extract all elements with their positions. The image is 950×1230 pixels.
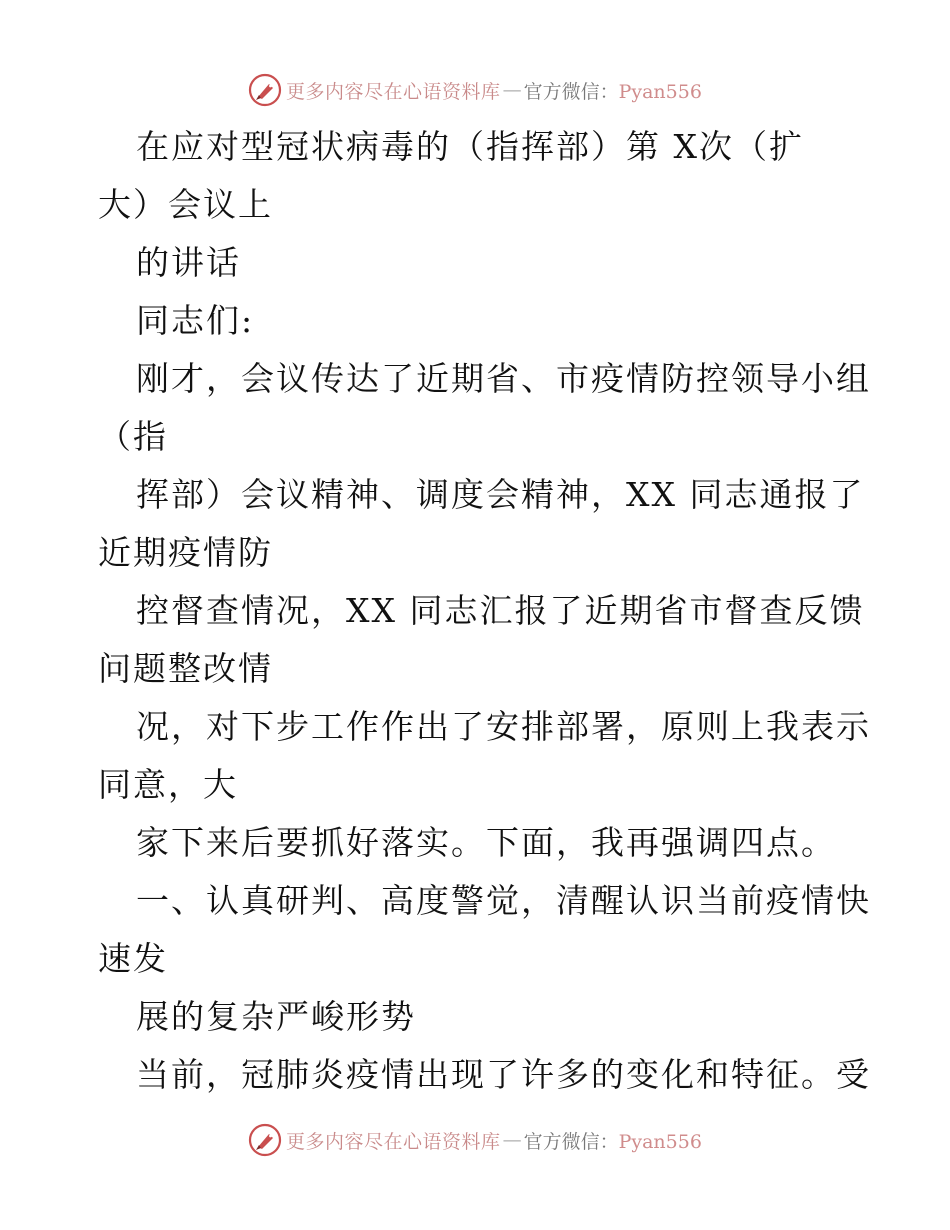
pen-nib-logo-icon — [248, 1123, 282, 1157]
document-line: 问题整改情 — [98, 649, 273, 688]
document-line: 大）会议上 — [98, 185, 273, 224]
document-line: 一、认真研判、高度警觉，清醒认识当前疫情快 — [136, 881, 871, 920]
document-body — [98, 118, 871, 1104]
document-line: 况，对下步工作作出了安排部署，原则上我表示 — [136, 707, 871, 746]
document-line: 在应对型冠状病毒的（指挥部）第 X次（扩 — [136, 127, 804, 166]
header-watermark — [0, 70, 950, 110]
document-line: 展的复杂严峻形势 — [136, 997, 416, 1036]
watermark-separator: — — [502, 79, 522, 101]
document-line: 速发 — [98, 939, 168, 978]
document-line: 挥部）会议精神、调度会精神，XX 同志通报了 — [136, 475, 865, 514]
watermark-wechat — [524, 77, 702, 104]
document-line: 同意，大 — [98, 765, 238, 804]
watermark-wechat-label: 官方微信： — [523, 1130, 619, 1153]
watermark-separator: — — [502, 1129, 522, 1151]
watermark-wechat-id: Pyan556 — [618, 1130, 702, 1153]
watermark-wechat — [524, 1127, 702, 1154]
document-line: 刚才，会议传达了近期省、市疫情防控领导小组 — [136, 359, 871, 398]
document-line: 控督查情况，XX 同志汇报了近期省市督查反馈 — [136, 591, 865, 630]
footer-watermark — [0, 1120, 950, 1160]
watermark-site-text: 更多内容尽在心语资料库 — [286, 1130, 501, 1153]
pen-nib-logo-icon — [248, 73, 282, 107]
watermark-wechat-id: Pyan556 — [618, 80, 702, 103]
watermark-site-text: 更多内容尽在心语资料库 — [286, 80, 501, 103]
document-line: 当前，冠肺炎疫情出现了许多的变化和特征。受 — [136, 1055, 871, 1094]
document-line: 家下来后要抓好落实。下面，我再强调四点。 — [136, 823, 836, 862]
document-line: 近期疫情防 — [98, 533, 273, 572]
document-line: 的讲话 — [136, 243, 241, 282]
document-line: （指 — [98, 417, 168, 456]
document-line: 同志们: — [136, 301, 255, 340]
watermark-wechat-label: 官方微信： — [523, 80, 619, 103]
